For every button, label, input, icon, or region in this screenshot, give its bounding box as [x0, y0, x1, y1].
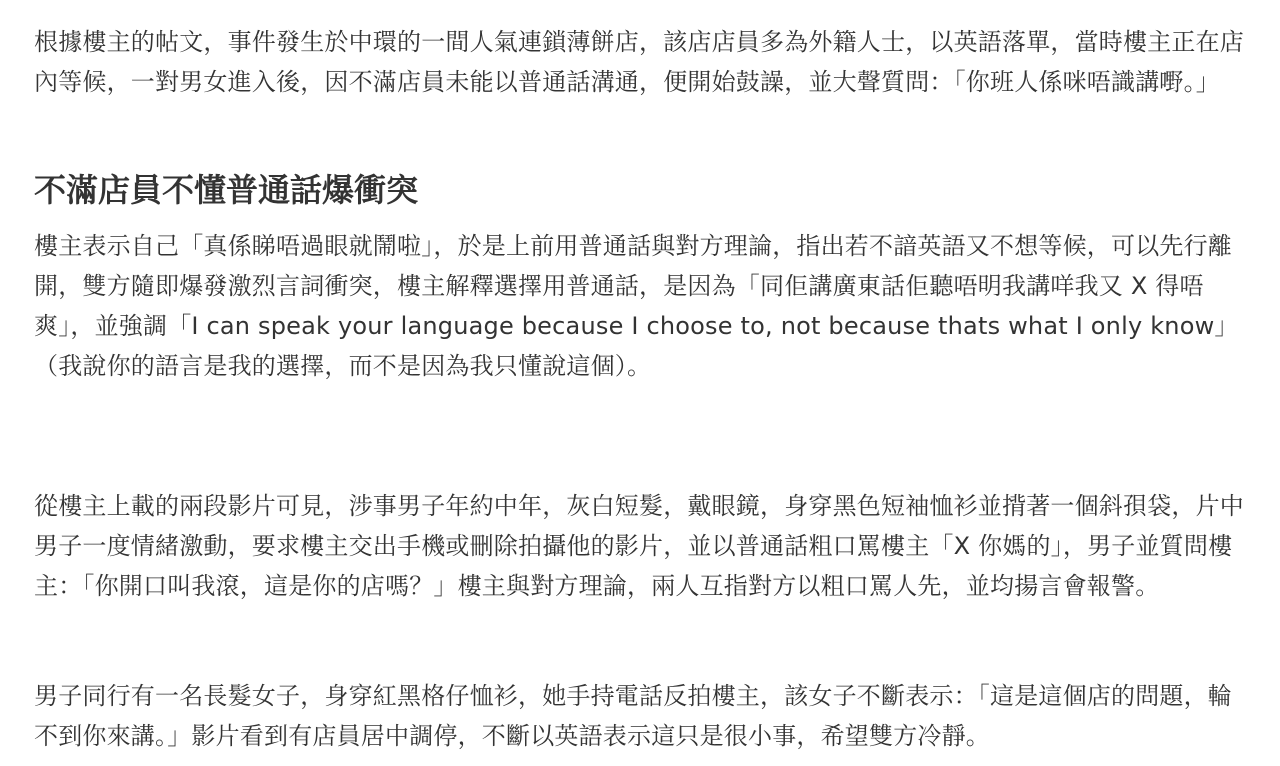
- paragraph-intro: 根據樓主的帖文，事件發生於中環的一間人氣連鎖薄餅店，該店店員多為外籍人士，以英語落單，當時樓主正在店內等候，一對男女進入後，因不滿店員未能以普通話溝通，便開始鼓譟，並大聲質問：「你班人係咪唔識講嘢。」: [34, 28, 1244, 96]
- paragraph-video-description: 從樓主上載的兩段影片可見，涉事男子年約中年，灰白短髮，戴眼鏡，身穿黑色短袖恤衫並揹著一個斜孭袋，片中男子一度情緒激動，要求樓主交出手機或刪除拍攝他的影片，並以普通話粗口罵樓主「X 你媽的」，男子並質問樓主：「你開口叫我滾，這是你的店嗎？」樓主與對方理論，兩人互指對方以粗口罵人先，並均揚言會報警。: [34, 492, 1244, 600]
- paragraph-argument: 樓主表示自己「真係睇唔過眼就鬧啦」，於是上前用普通話與對方理論，指出若不諳英語又不想等候，可以先行離開，雙方隨即爆發激烈言詞衝突，樓主解釋選擇用普通話，是因為「同佢講廣東話佢聽唔明我講咩我又 X 得唔爽」，並強調「I can speak your language because I choose to, not because thats what I only know」（我說你的語言是我的選擇，而不是因為我只懂說這個）。: [34, 232, 1239, 380]
- paragraph-female-companion: 男子同行有一名長髮女子，身穿紅黑格仔恤衫，她手持電話反拍樓主，該女子不斷表示：「這是這個店的問題，輪不到你來講。」影片看到有店員居中調停，不斷以英語表示這只是很小事，希望雙方冷靜。: [34, 682, 1232, 750]
- section-heading: 不滿店員不懂普通話爆衝突: [34, 171, 419, 209]
